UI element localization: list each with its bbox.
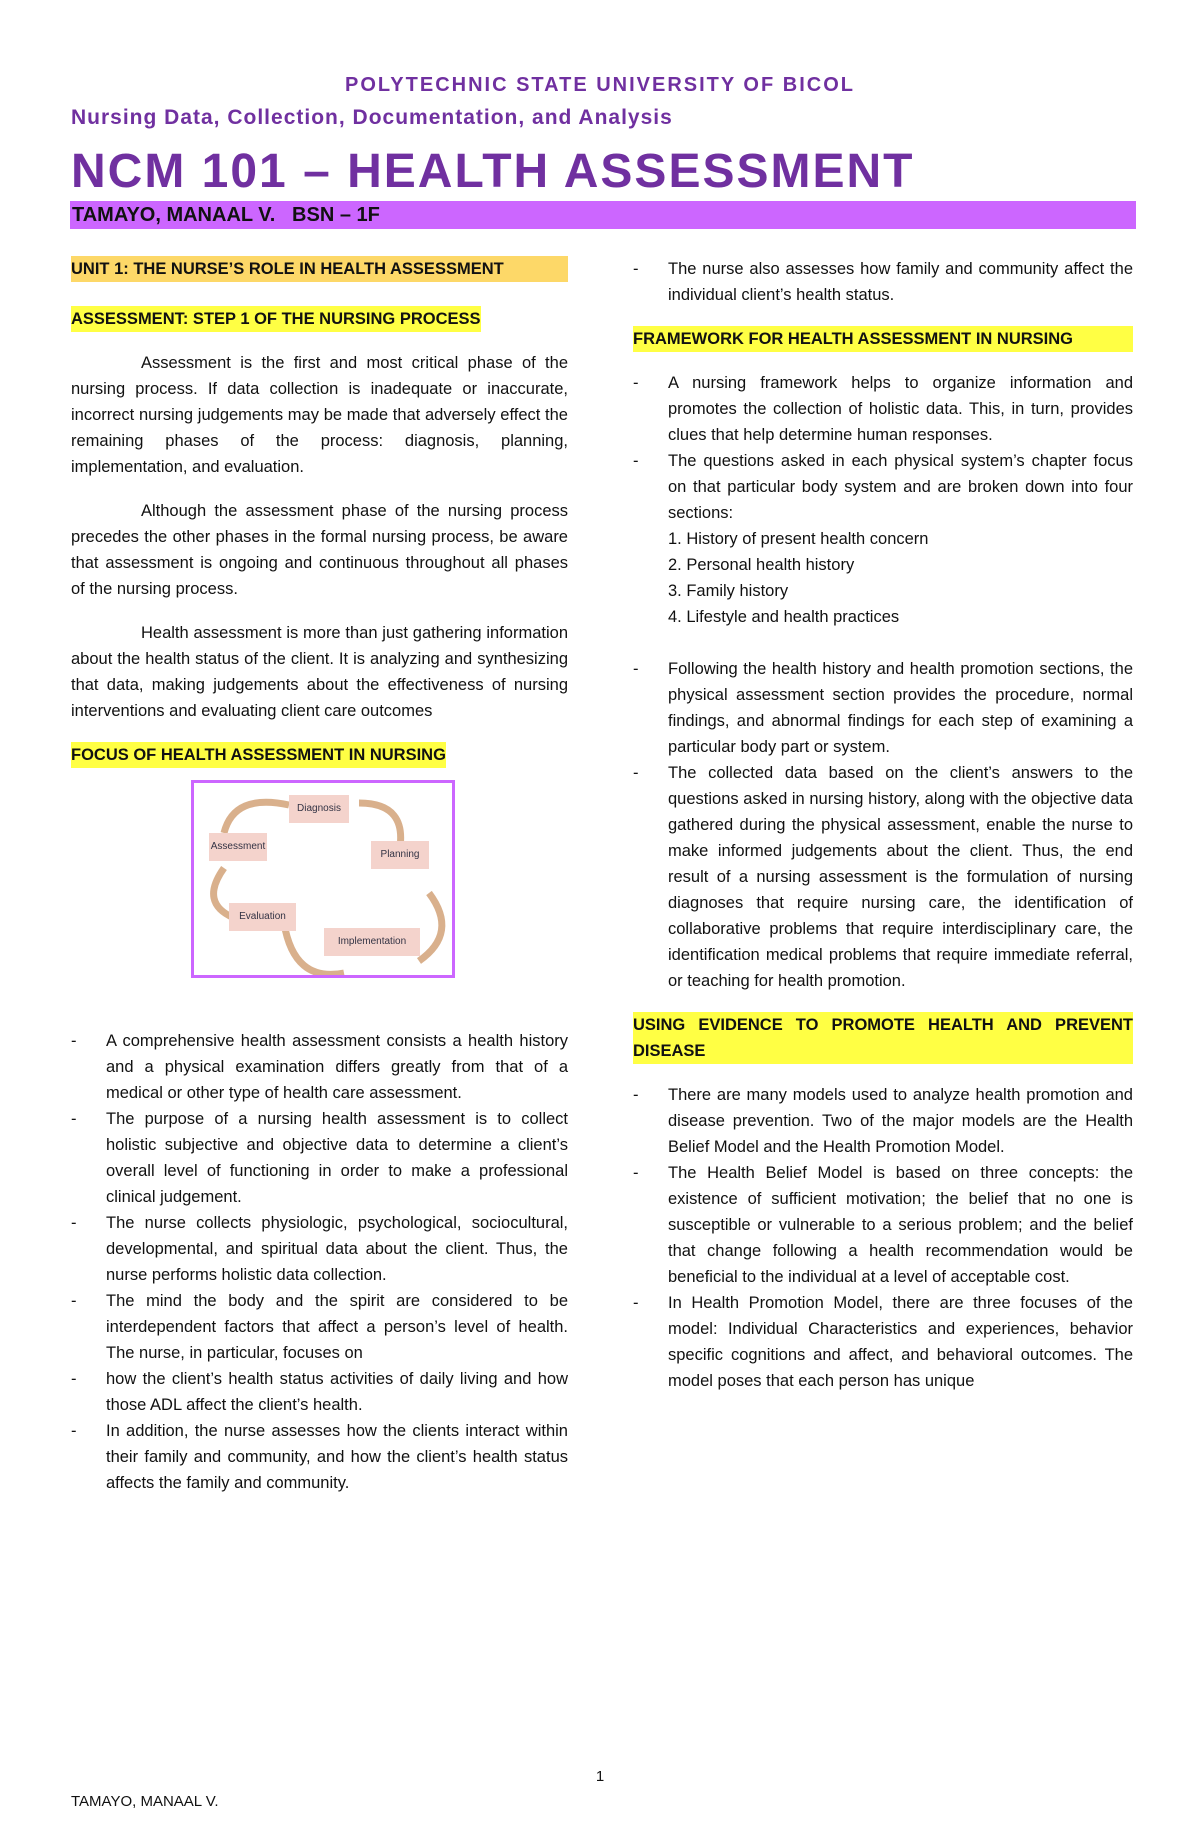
footer-name: TAMAYO, MANAAL V.	[71, 1793, 219, 1810]
diagram-assessment: Assessment	[209, 833, 267, 861]
list-item: - In addition, the nurse assesses how the clients interact within their family and community, and how the client’s health status affects the family and community.	[71, 1418, 568, 1496]
paragraph: Assessment is the first and most critical phase of the nursing process. If data collection is inadequate or inaccurate, incorrect nursing judgements may be made that adversely effect the remaining phases of the process: diagnosis, planning, implementation, and evaluation.	[71, 354, 568, 476]
paragraph: Health assessment is more than just gathering information about the health status of the client. It is analyzing and synthesizing that data, making judgements about the effectiveness of nursing interventions and evaluating client care outcomes	[71, 624, 568, 720]
course-subtitle: Nursing Data, Collection, Documentation, and Analysis	[71, 106, 673, 129]
document-title: NCM 101 – HEALTH ASSESSMENT	[71, 145, 915, 198]
list-item: - In Health Promotion Model, there are three focuses of the model: Individual Characteristics and experiences, behavior specific cognitions and affect, and behavioral outcomes. The model poses that each person has unique	[633, 1290, 1133, 1394]
list-item: - The nurse collects physiologic, psychological, sociocultural, developmental, and spiritual data about the client. Thus, the nurse performs holistic data collection.	[71, 1210, 568, 1288]
section-item: 3. Family history	[668, 582, 789, 600]
paragraph: Although the assessment phase of the nursing process precedes the other phases in the formal nursing process, be aware that assessment is ongoing and continuous throughout all phases of the nursing process.	[71, 502, 568, 598]
focus-heading: FOCUS OF HEALTH ASSESSMENT IN NURSING	[71, 742, 446, 768]
list-item: - how the client’s health status activities of daily living and how those ADL affect the client’s health.	[71, 1366, 568, 1418]
diagram-planning: Planning	[371, 841, 429, 869]
diagram-evaluation: Evaluation	[229, 903, 296, 931]
focus-bullets	[71, 1028, 568, 1496]
list-item: - A nursing framework helps to organize information and promotes the collection of holistic data. This, in turn, provides clues that help determine human responses.	[633, 370, 1133, 448]
student-name: TAMAYO, MANAAL V. BSN – 1F	[72, 204, 380, 226]
list-item: - The purpose of a nursing health assessment is to collect holistic subjective and objective data to determine a client’s overall level of functioning in order to make a professional clinical judgement.	[71, 1106, 568, 1210]
sections-list	[633, 526, 1133, 630]
framework-heading: FRAMEWORK FOR HEALTH ASSESSMENT IN NURSING	[633, 326, 1133, 352]
unit-heading: UNIT 1: THE NURSE’S ROLE IN HEALTH ASSESSMENT	[71, 256, 568, 282]
left-column	[71, 256, 568, 1496]
university-name: POLYTECHNIC STATE UNIVERSITY OF BICOL	[345, 74, 855, 96]
assessment-heading: ASSESSMENT: STEP 1 OF THE NURSING PROCESS	[71, 306, 481, 332]
section-item: 4. Lifestyle and health practices	[668, 608, 900, 626]
list-item: - A comprehensive health assessment consists a health history and a physical examination differs greatly from that of a medical or other type of health care assessment.	[71, 1028, 568, 1106]
page-number: 1	[595, 1768, 605, 1785]
diagram-implementation: Implementation	[324, 928, 420, 956]
right-column	[633, 256, 1133, 1394]
diagram-diagnosis: Diagnosis	[289, 795, 349, 823]
list-item: - Following the health history and health promotion sections, the physical assessment section provides the procedure, normal findings, and abnormal findings for each step of examining a particular body part or system.	[633, 656, 1133, 760]
evidence-heading: USING EVIDENCE TO PROMOTE HEALTH AND PREVENT DISEASE	[633, 1012, 1133, 1064]
list-item: - The nurse also assesses how family and community affect the individual client’s health status.	[633, 256, 1133, 308]
list-item: - The mind the body and the spirit are considered to be interdependent factors that affect a person’s level of health. The nurse, in particular, focuses on	[71, 1288, 568, 1366]
section-item: 2. Personal health history	[668, 556, 855, 574]
list-item: - The Health Belief Model is based on three concepts: the existence of sufficient motivation; the belief that no one is susceptible or vulnerable to a serious problem; and the belief that change following a health recommendation would be beneficial to the individual at a level of acceptable cost.	[633, 1160, 1133, 1290]
section-item: 1. History of present health concern	[668, 530, 929, 548]
list-item: - The collected data based on the client’s answers to the questions asked in nursing history, along with the objective data gathered during the physical assessment, enable the nurse to make informed judgements about the client. Thus, the end result of a nursing assessment is the formulation of nursing diagnoses that require nursing care, the identification of collaborative problems that require interdisciplinary care, the identification medical problems that require immediate referral, or teaching for health promotion.	[633, 760, 1133, 994]
student-bar	[70, 201, 1136, 229]
nursing-process-diagram	[191, 780, 455, 978]
list-item: - There are many models used to analyze health promotion and disease prevention. Two of the major models are the Health Belief Model and the Health Promotion Model.	[633, 1082, 1133, 1160]
list-item: - The questions asked in each physical system’s chapter focus on that particular body system and are broken down into four sections:	[633, 448, 1133, 526]
